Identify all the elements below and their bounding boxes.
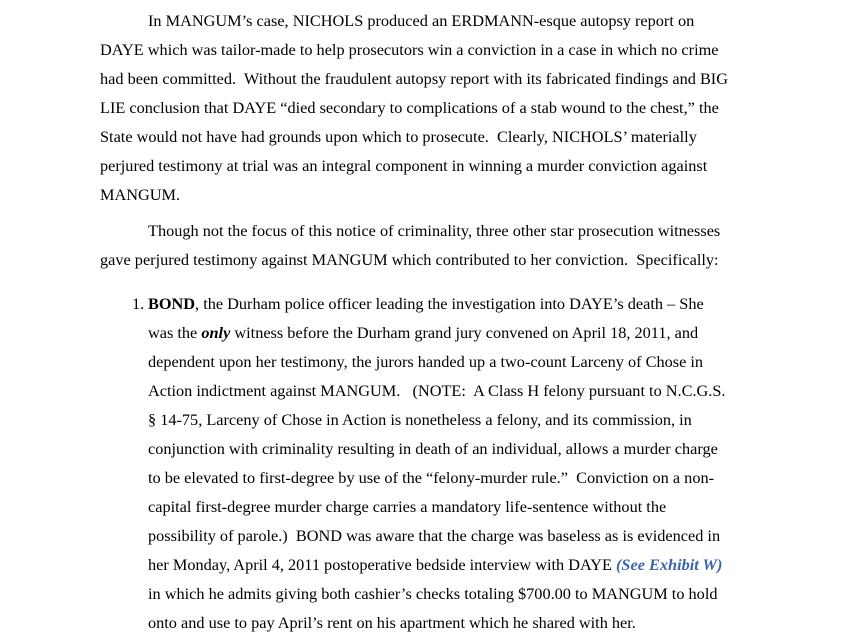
paragraph-2 xyxy=(100,216,755,274)
emphasized-word: only xyxy=(201,323,231,342)
text-line: possibility of parole.) BOND was aware that the charge was baseless as is evidenced in xyxy=(148,526,721,545)
text-segment: was the xyxy=(148,323,202,342)
text-line xyxy=(100,550,755,579)
text-line xyxy=(100,318,755,347)
text-line: onto and use to pay April’s rent on his apartment which he shared with her. xyxy=(148,613,636,632)
exhibit-w-link[interactable]: (See Exhibit W) xyxy=(616,555,723,574)
text-line: in which he admits giving both cashier’s checks totaling $700.00 to MANGUM to hold xyxy=(148,584,718,603)
witness-name-bold: BOND xyxy=(148,294,196,313)
text-line: dependent upon her testimony, the jurors handed up a two-count Larceny of Chose in xyxy=(148,352,704,371)
text-line: gave perjured testimony against MANGUM which contributed to her conviction. Specifically: xyxy=(100,250,719,269)
text-line: DAYE which was tailor-made to help prosecutors win a conviction in a case in which no crime xyxy=(100,40,719,59)
paragraph-1 xyxy=(100,6,755,209)
text-segment: witness before the Durham grand jury convened on April 18, 2011, and xyxy=(230,323,699,342)
text-line: In MANGUM’s case, NICHOLS produced an ERDMANN-esque autopsy report on xyxy=(148,11,695,30)
text-line: LIE conclusion that DAYE “died secondary to complications of a stab wound to the chest,” the xyxy=(100,98,719,117)
text-segment: her Monday, April 4, 2011 postoperative bedside interview with DAYE xyxy=(148,555,617,574)
text-segment: , the Durham police officer leading the investigation into DAYE’s death – She xyxy=(195,294,704,313)
numbered-list-item-1 xyxy=(100,289,755,637)
text-line: § 14-75, Larceny of Chose in Action is nonetheless a felony, and its commission, in xyxy=(148,410,692,429)
text-line: Though not the focus of this notice of criminality, three other star prosecution witnesses xyxy=(148,221,721,240)
text-line: capital first-degree murder charge carries a mandatory life-sentence without the xyxy=(148,497,667,516)
text-line: to be elevated to first-degree by use of the “felony-murder rule.” Conviction on a non- xyxy=(148,468,715,487)
text-line: State would not have had grounds upon which to prosecute. Clearly, NICHOLS’ materially xyxy=(100,127,697,146)
list-item-number: 1. xyxy=(132,294,145,313)
text-line: had been committed. Without the fraudulent autopsy report with its fabricated findings and BIG xyxy=(100,69,728,88)
text-line: perjured testimony at trial was an integral component in winning a murder conviction against xyxy=(100,156,708,175)
text-line: MANGUM. xyxy=(100,185,181,204)
text-line: Action indictment against MANGUM. (NOTE: A Class H felony pursuant to N.C.G.S. xyxy=(148,381,726,400)
text-line xyxy=(100,289,755,318)
text-line: conjunction with criminality resulting in death of an individual, allows a murder charge xyxy=(148,439,718,458)
